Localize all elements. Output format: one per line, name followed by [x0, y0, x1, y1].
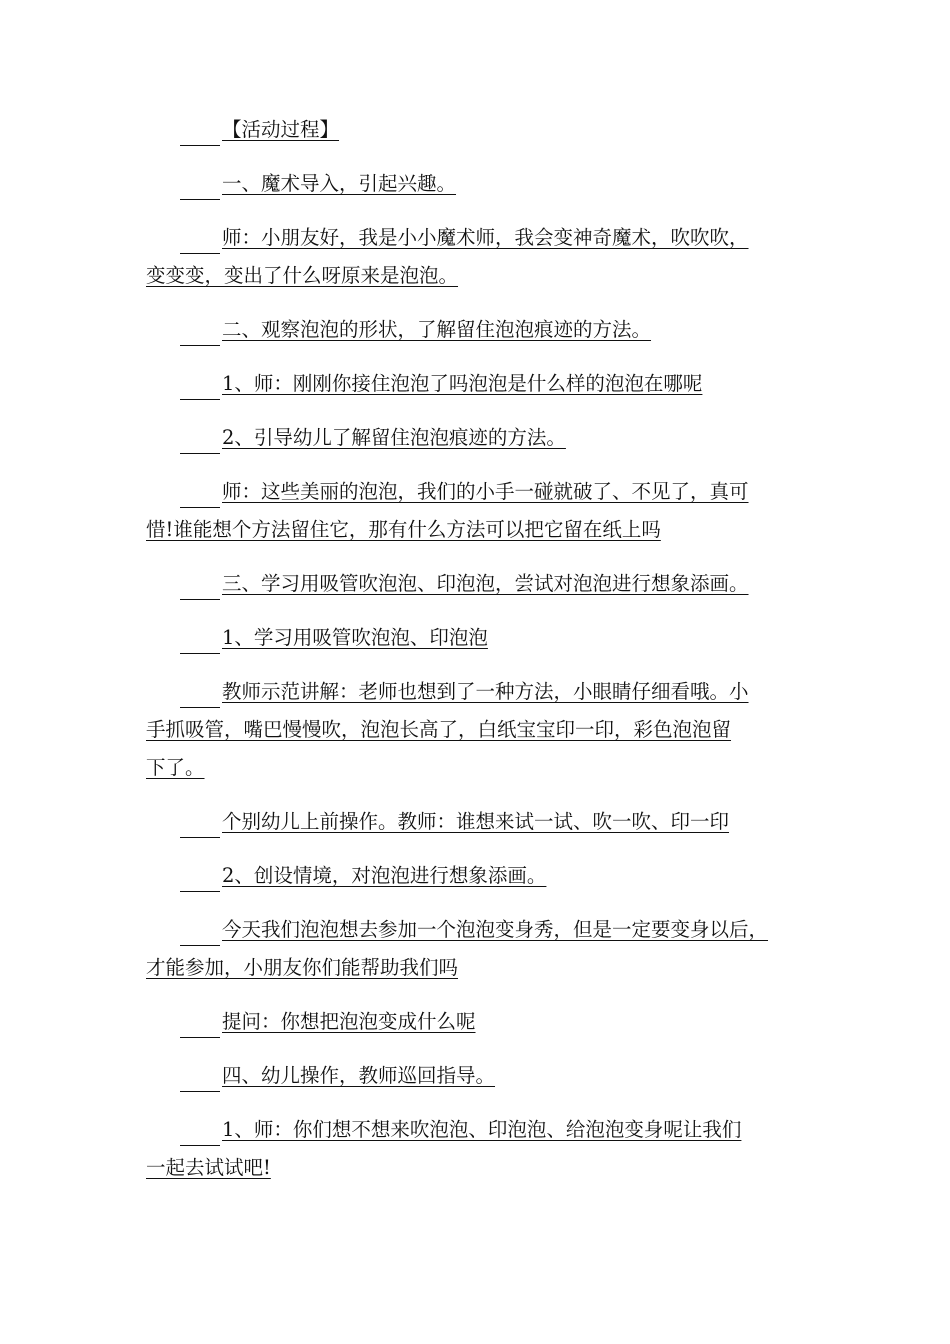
section-heading-4: 四、幼儿操作，教师巡回指导。: [180, 1064, 495, 1088]
paragraph-line: 师：这些美丽的泡泡，我们的小手一碰就破了、不见了，真可: [180, 480, 749, 504]
paragraph-line: 1、师：你们想不想来吹泡泡、印泡泡、给泡泡变身呢让我们: [180, 1118, 741, 1142]
paragraph-line: 1、师：刚刚你接住泡泡了吗泡泡是什么样的泡泡在哪呢: [180, 372, 702, 396]
paragraph-line: 手抓吸管，嘴巴慢慢吹，泡泡长高了，白纸宝宝印一印，彩色泡泡留: [146, 718, 732, 741]
paragraph-line: 一起去试试吧!: [146, 1156, 271, 1179]
paragraph-line: 才能参加，小朋友你们能帮助我们吗: [146, 956, 459, 979]
section-heading-2: 二、观察泡泡的形状，了解留住泡泡痕迹的方法。: [180, 318, 651, 342]
paragraph-line: 2、引导幼儿了解留住泡泡痕迹的方法。: [180, 426, 566, 450]
section-heading-3: 三、学习用吸管吹泡泡、印泡泡，尝试对泡泡进行想象添画。: [180, 572, 749, 596]
paragraph-line: 教师示范讲解：老师也想到了一种方法，小眼睛仔细看哦。小: [180, 680, 749, 704]
paragraph-line: 个别幼儿上前操作。教师：谁想来试一试、吹一吹、印一印: [180, 810, 729, 834]
paragraph-line: 惜!谁能想个方法留住它，那有什么方法可以把它留在纸上吗: [146, 518, 661, 541]
paragraph-line: 提问：你想把泡泡变成什么呢: [180, 1010, 476, 1034]
paragraph-line: 1、学习用吸管吹泡泡、印泡泡: [180, 626, 488, 650]
paragraph-line: 师：小朋友好，我是小小魔术师，我会变神奇魔术，吹吹吹，: [180, 226, 749, 250]
paragraph-line: 下了。: [146, 756, 205, 779]
paragraph-line: 今天我们泡泡想去参加一个泡泡变身秀，但是一定要变身以后，: [180, 918, 768, 942]
paragraph-line: 变变变，变出了什么呀原来是泡泡。: [146, 264, 459, 287]
paragraph-line: 2、创设情境，对泡泡进行想象添画。: [180, 864, 546, 888]
section-heading-activity-process: 【活动过程】: [180, 118, 339, 142]
section-heading-1: 一、魔术导入，引起兴趣。: [180, 172, 456, 196]
